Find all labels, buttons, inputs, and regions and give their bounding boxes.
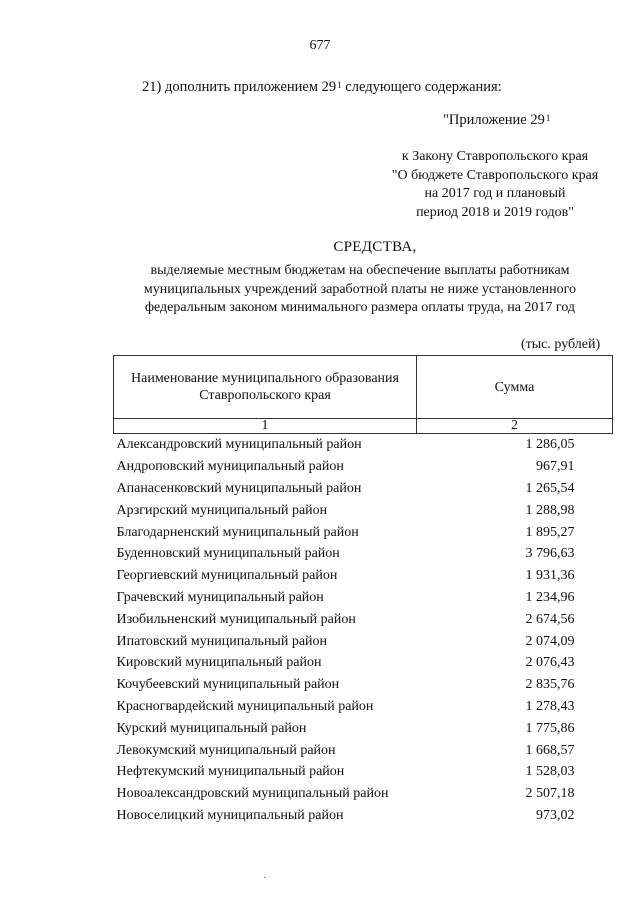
column-number: 2 bbox=[417, 419, 613, 434]
amount-value: 1 895,27 bbox=[525, 524, 575, 540]
subtitle-line: федеральным законом минимального размера оплаты труда, на 2017 год bbox=[144, 300, 576, 315]
amendment-tail: следующего содержания: bbox=[341, 79, 502, 95]
appendix-title bbox=[443, 112, 550, 129]
table-row bbox=[114, 717, 613, 739]
table-row bbox=[114, 805, 613, 827]
amendment-line bbox=[142, 79, 502, 96]
law-reference-line: "О бюджете Ставропольского края bbox=[391, 167, 599, 183]
amount-value: 2 076,43 bbox=[525, 655, 575, 671]
amount-value: 973,02 bbox=[536, 807, 575, 823]
units-label: (тыс. рублей) bbox=[521, 337, 601, 352]
municipality-name: Нефтекумский муниципальный район bbox=[116, 764, 345, 780]
municipality-name: Благодарненский муниципальный район bbox=[116, 524, 359, 540]
table-row bbox=[114, 739, 613, 761]
law-reference bbox=[360, 148, 630, 222]
table-row bbox=[114, 652, 613, 674]
amount-value: 1 286,05 bbox=[525, 437, 575, 453]
page-number: 677 bbox=[309, 38, 331, 53]
municipality-name: Георгиевский муниципальный район bbox=[116, 568, 338, 584]
municipality-name: Кочубеевский муниципальный район bbox=[116, 677, 340, 693]
amendment-superscript: 1 bbox=[337, 80, 342, 90]
amount-value: 2 835,76 bbox=[525, 677, 575, 693]
amount-value: 1 265,54 bbox=[525, 480, 575, 496]
law-reference-line: к Закону Ставропольского края bbox=[401, 149, 589, 164]
amount-value: 1 234,96 bbox=[525, 589, 575, 605]
subtitle-line: выделяемые местным бюджетам на обеспечение выплаты работникам bbox=[150, 263, 570, 278]
amount-value: 2 074,09 bbox=[525, 633, 575, 649]
municipality-name: Ипатовский муниципальный район bbox=[116, 633, 328, 649]
table-row bbox=[114, 543, 613, 565]
budget-table bbox=[113, 355, 613, 826]
table-row bbox=[114, 499, 613, 521]
column-header-name: Наименование муниципального образования Ставропольского края bbox=[114, 356, 417, 419]
municipality-name: Андроповский муниципальный район bbox=[116, 459, 344, 475]
table-row bbox=[114, 674, 613, 696]
appendix-text: "Приложение 29 bbox=[443, 112, 545, 128]
amount-value: 1 278,43 bbox=[525, 698, 575, 714]
amount-value: 1 288,98 bbox=[525, 502, 575, 518]
table-row bbox=[114, 434, 613, 456]
document-subtitle bbox=[100, 262, 620, 318]
amount-value: 1 775,86 bbox=[525, 720, 575, 736]
subtitle-line: муниципальных учреждений заработной платы не ниже установленного bbox=[143, 281, 577, 297]
municipality-name: Изобильненский муниципальный район bbox=[116, 611, 356, 627]
municipality-name: Буденновский муниципальный район bbox=[116, 546, 340, 562]
table-row bbox=[114, 696, 613, 718]
amount-value: 967,91 bbox=[536, 459, 575, 475]
column-number: 1 bbox=[114, 419, 417, 434]
table-row bbox=[114, 608, 613, 630]
municipality-name: Красногвардейский муниципальный район bbox=[116, 698, 374, 714]
law-reference-line: на 2017 год и плановый bbox=[424, 186, 566, 201]
table-row bbox=[114, 478, 613, 500]
table-body bbox=[114, 434, 613, 827]
municipality-name: Курский муниципальный район bbox=[116, 720, 307, 736]
table-row bbox=[114, 587, 613, 609]
table-row bbox=[114, 783, 613, 805]
amount-value: 1 931,36 bbox=[525, 568, 575, 584]
amendment-text: 21) дополнить приложением 29 bbox=[142, 79, 337, 95]
table-row bbox=[114, 630, 613, 652]
column-header-amount: Сумма bbox=[417, 356, 613, 419]
appendix-superscript: 1 bbox=[545, 113, 551, 123]
table-row bbox=[114, 456, 613, 478]
municipality-name: Левокумский муниципальный район bbox=[116, 742, 336, 758]
table-row bbox=[114, 521, 613, 543]
amount-value: 2 507,18 bbox=[525, 786, 575, 802]
municipality-name: Кировский муниципальный район bbox=[116, 655, 322, 671]
amount-value: 3 796,63 bbox=[525, 546, 575, 562]
document-title: СРЕДСТВА, bbox=[333, 239, 417, 255]
municipality-name: Александровский муниципальный район bbox=[116, 437, 362, 453]
municipality-name: Грачевский муниципальный район bbox=[116, 589, 324, 605]
table-row bbox=[114, 565, 613, 587]
municipality-name: Арзгирский муниципальный район bbox=[116, 502, 328, 518]
amount-value: 2 674,56 bbox=[525, 611, 575, 627]
municipality-name: Новоалександровский муниципальный район bbox=[116, 786, 389, 802]
scan-mark: · bbox=[263, 872, 267, 884]
municipality-name: Новоселицкий муниципальный район bbox=[116, 807, 344, 823]
table-row bbox=[114, 761, 613, 783]
municipality-name: Апанасенковский муниципальный район bbox=[116, 480, 362, 496]
amount-value: 1 528,03 bbox=[525, 764, 575, 780]
amount-value: 1 668,57 bbox=[525, 742, 575, 758]
law-reference-line: период 2018 и 2019 годов" bbox=[416, 204, 574, 220]
